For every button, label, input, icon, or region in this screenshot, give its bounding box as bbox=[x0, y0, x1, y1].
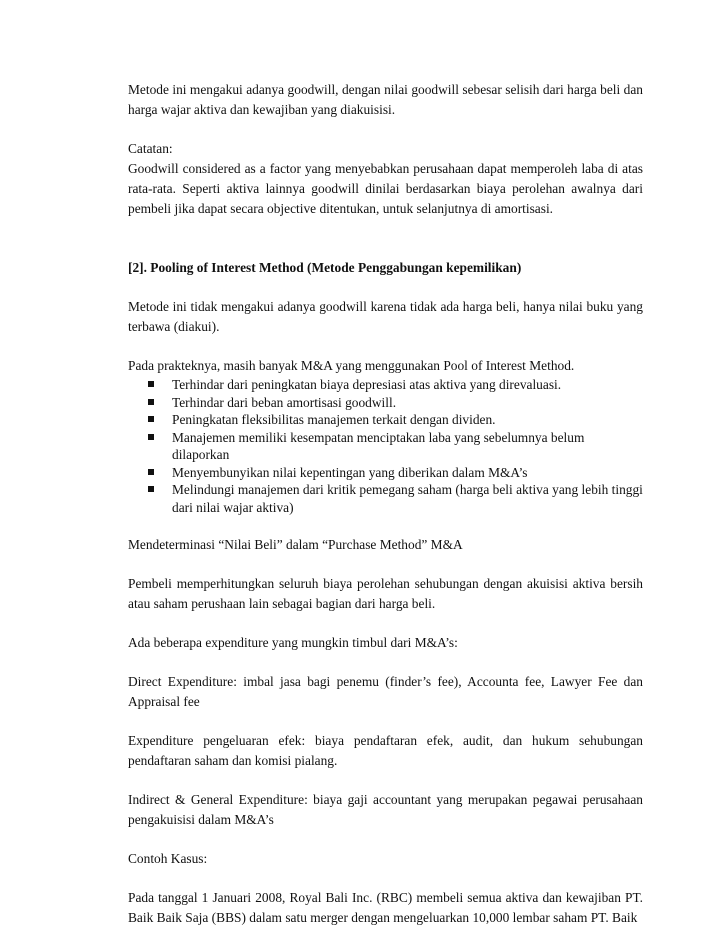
paragraph-securities-expenditure: Expenditure pengeluaran efek: biaya pendaftaran efek, audit, dan hukum sehubungan pendaftaran saham dan komisi pialang. bbox=[128, 733, 643, 768]
square-bullet-icon bbox=[148, 416, 154, 422]
square-bullet-icon bbox=[148, 469, 154, 475]
paragraph-case-text: Pada tanggal 1 Januari 2008, Royal Bali Inc. (RBC) membeli semua aktiva dan kewajiban PT. Baik Baik Saja (BBS) dalam satu merger dengan mengeluarkan 10,000 lembar saham PT. Baik bbox=[128, 890, 643, 925]
square-bullet-icon bbox=[148, 486, 154, 492]
paragraph-direct-expenditure: Direct Expenditure: imbal jasa bagi penemu (finder’s fee), Accounta fee, Lawyer Fee dan Appraisal fee bbox=[128, 674, 643, 709]
paragraph-buyer-costs: Pembeli memperhitungkan seluruh biaya perolehan sehubungan dengan akuisisi aktiva bersih atau saham perushaan lain sebagai bagian dari harga beli. bbox=[128, 576, 643, 611]
list-item: Menyembunyikan nilai kepentingan yang diberikan dalam M&A’s bbox=[128, 464, 643, 482]
paragraph-determine-price: Mendeterminasi “Nilai Beli” dalam “Purchase Method” M&A bbox=[128, 537, 463, 552]
list-item: Melindungi manajemen dari kritik pemegang saham (harga beli aktiva yang lebih tinggi dari nilai wajar aktiva) bbox=[128, 481, 643, 516]
paragraph-practice-intro: Pada prakteknya, masih banyak M&A yang menggunakan Pool of Interest Method. bbox=[128, 358, 575, 373]
document-page bbox=[128, 80, 643, 947]
paragraph-pooling: Metode ini tidak mengakui adanya goodwill karena tidak ada harga beli, hanya nilai buku yang terbawa (diakui). bbox=[128, 299, 643, 334]
section-heading: [2]. Pooling of Interest Method (Metode Penggabungan kepemilikan) bbox=[128, 260, 522, 275]
paragraph-indirect-expenditure: Indirect & General Expenditure: biaya gaji accountant yang merupakan pegawai perusahaan pengakuisisi dalam M&A’s bbox=[128, 792, 643, 827]
note-text: Goodwill considered as a factor yang menyebabkan perusahaan dapat memperoleh laba di atas rata-rata. Seperti aktiva lainnya goodwill dinilai berdasarkan biaya perolehan awalnya dari pembeli jika dapat secara objective ditentukan, untuk selanjutnya di amortisasi. bbox=[128, 161, 643, 216]
list-item: Terhindar dari peningkatan biaya depresiasi atas aktiva yang direvaluasi. bbox=[128, 376, 643, 394]
square-bullet-icon bbox=[148, 381, 154, 387]
square-bullet-icon bbox=[148, 434, 154, 440]
list-item: Manajemen memiliki kesempatan menciptakan laba yang sebelumnya belum dilaporkan bbox=[128, 429, 643, 464]
bullet-list bbox=[128, 376, 643, 516]
paragraph-goodwill-method: Metode ini mengakui adanya goodwill, dengan nilai goodwill sebesar selisih dari harga beli dan harga wajar aktiva dan kewajiban yang diakuisisi. bbox=[128, 82, 643, 117]
note-block bbox=[128, 139, 643, 219]
spacer bbox=[128, 238, 643, 258]
paragraph-expenditures-intro: Ada beberapa expenditure yang mungkin timbul dari M&A’s: bbox=[128, 635, 458, 650]
paragraph-case-label: Contoh Kasus: bbox=[128, 851, 208, 866]
list-item: Terhindar dari beban amortisasi goodwill. bbox=[128, 394, 643, 412]
list-item: Peningkatan fleksibilitas manajemen terkait dengan dividen. bbox=[128, 411, 643, 429]
note-label: Catatan: bbox=[128, 141, 173, 156]
square-bullet-icon bbox=[148, 399, 154, 405]
